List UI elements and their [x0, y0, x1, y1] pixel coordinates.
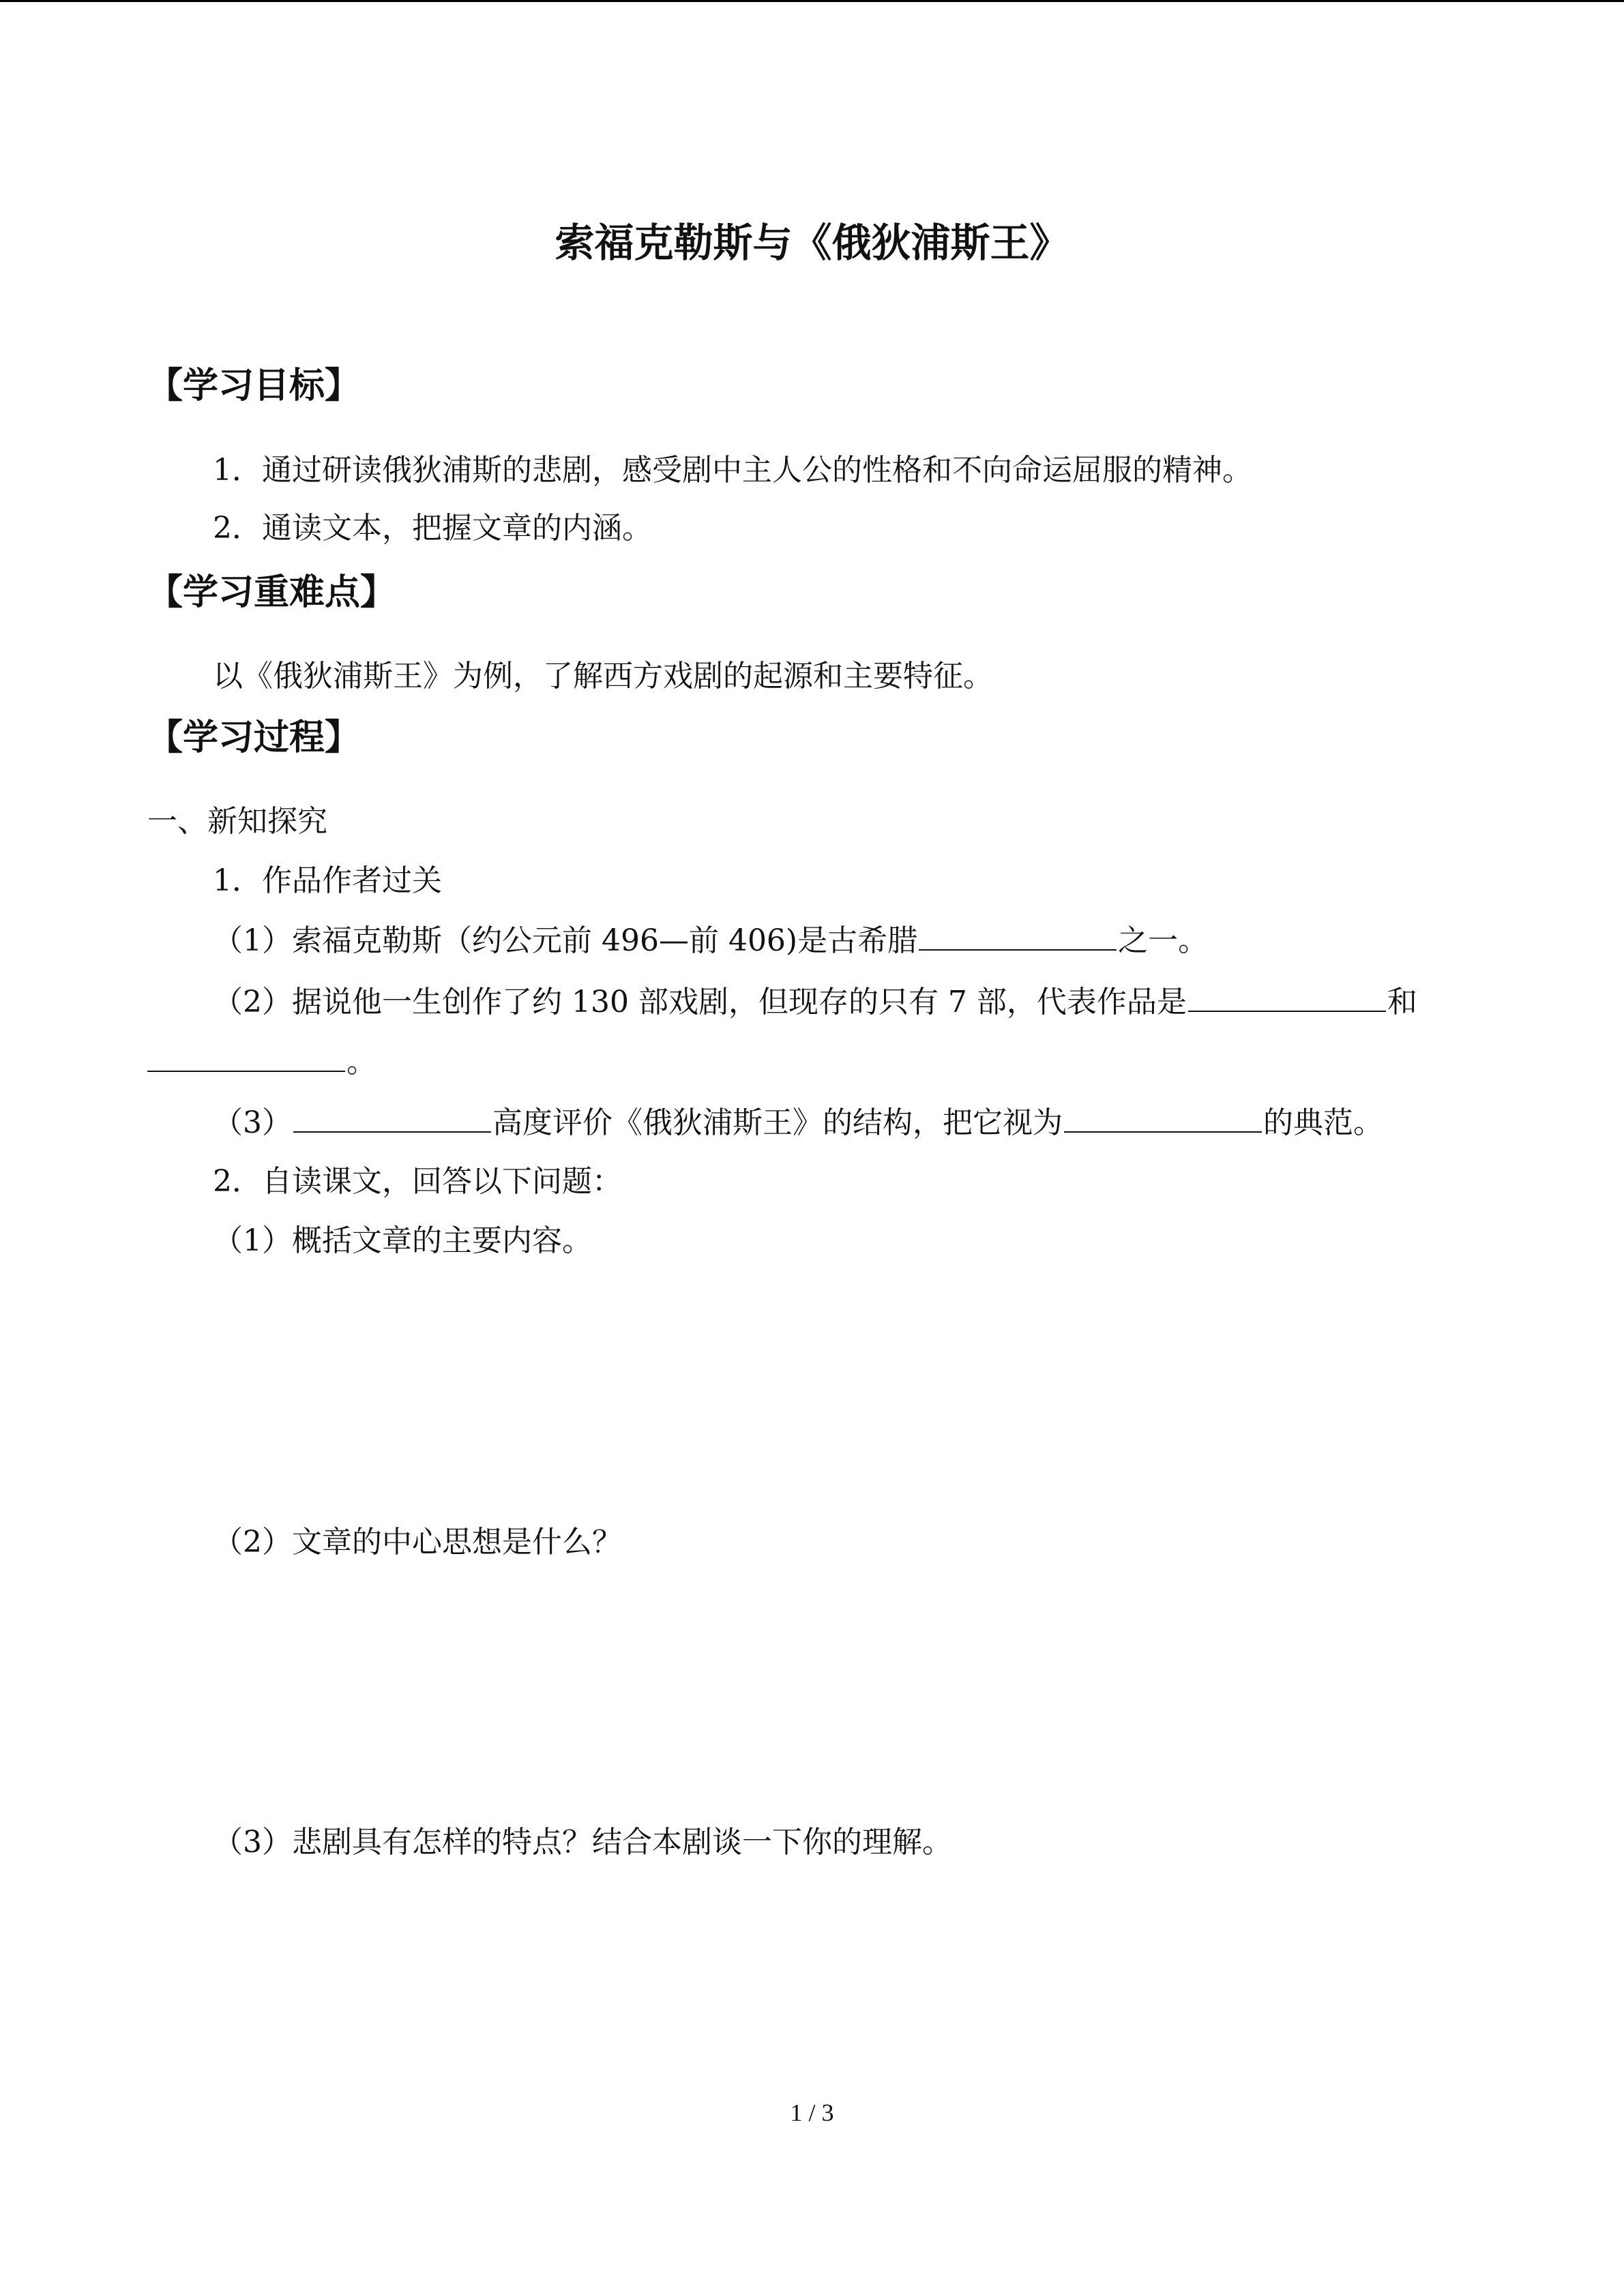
heading-process: 【学习过程】: [147, 717, 361, 758]
heading-goals: 【学习目标】: [147, 366, 361, 406]
fill-blank[interactable]: [1064, 1131, 1262, 1133]
key-points-text: 以《俄狄浦斯王》为例，了解西方戏剧的起源和主要特征。: [213, 659, 993, 694]
goal-item-1: 1．通过研读俄狄浦斯的悲剧，感受剧中主人公的性格和不向命运屈服的精神。: [213, 453, 1252, 488]
top-border: [0, 0, 1624, 2]
question-1: [213, 921, 1208, 961]
fill-blank[interactable]: [147, 1071, 345, 1072]
fill-blank[interactable]: [1188, 1011, 1386, 1012]
part-one-label: 一、新知探究: [147, 804, 327, 839]
question-2: [213, 982, 1417, 1023]
question-3-middle: 高度评价《俄狄浦斯王》的结构，把它视为: [492, 1105, 1063, 1140]
fill-blank[interactable]: [293, 1131, 491, 1133]
sub-two-label: 2．自读课文，回答以下问题：: [213, 1164, 622, 1199]
question-2-end: 。: [346, 1045, 377, 1079]
reading-question-2: （2）文章的中心思想是什么？: [213, 1525, 622, 1560]
question-2-cont: [147, 1042, 377, 1083]
sub-one-label: 1．作品作者过关: [213, 863, 442, 898]
page-title: 索福克勒斯与《俄狄浦斯王》: [555, 220, 1069, 266]
reading-question-1: （1）概括文章的主要内容。: [213, 1223, 592, 1258]
question-1-end: 之一。: [1118, 923, 1209, 958]
question-1-text: （1）索福克勒斯（约公元前 496—前 406)是古希腊: [213, 923, 918, 958]
page-number: 1 / 3: [790, 2099, 834, 2126]
question-3-end: 的典范。: [1263, 1105, 1383, 1140]
question-3: [213, 1103, 1383, 1144]
question-3-text: （3）: [213, 1105, 292, 1140]
reading-question-3: （3）悲剧具有怎样的特点？结合本剧谈一下你的理解。: [213, 1825, 952, 1860]
heading-key-points: 【学习重难点】: [147, 572, 396, 613]
goal-item-2: 2．通读文本，把握文章的内涵。: [213, 511, 652, 546]
fill-blank[interactable]: [919, 949, 1117, 951]
question-2-and: 和: [1387, 985, 1417, 1019]
question-2-text: （2）据说他一生创作了约 130 部戏剧，但现存的只有 7 部，代表作品是: [213, 985, 1187, 1019]
